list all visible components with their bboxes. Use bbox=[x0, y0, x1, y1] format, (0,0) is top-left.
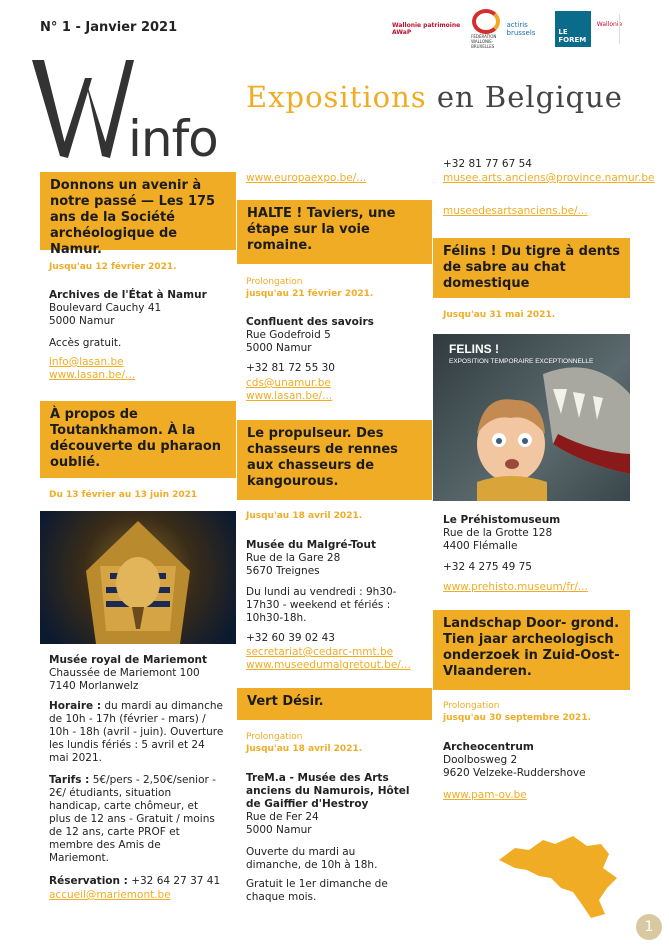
event-note: Accès gratuit. bbox=[49, 337, 122, 349]
website-link[interactable]: www.pam-ov.be bbox=[443, 789, 527, 801]
link-group bbox=[246, 646, 411, 672]
event-date: Jusqu'au 12 février 2021. bbox=[49, 262, 177, 272]
venue-block: Archeocentrum Doolbosweg 2 9620 Velzeke-Ruddershove bbox=[443, 741, 586, 779]
event-note: Gratuit le 1er dimanche de chaque mois. bbox=[246, 878, 388, 903]
venue-block: Confluent des savoirs Rue Godefroid 5 5000 Namur bbox=[246, 316, 374, 354]
website-link[interactable]: www.prehisto.museum/fr/... bbox=[443, 581, 588, 593]
email-link[interactable]: info@lasan.be bbox=[49, 356, 124, 368]
tutankhamun-image bbox=[40, 511, 236, 644]
venue-name: Archives de l'État à Namur bbox=[49, 289, 207, 301]
venue-name: TreM.a - Musée des Arts anciens du Namurois, Hôtel de Gaiffier d'Hestroy bbox=[246, 772, 410, 810]
event-date: Prolongation jusqu'au 30 septembre 2021. bbox=[443, 701, 591, 723]
email-link[interactable]: secretariat@cedarc-mmt.be bbox=[246, 646, 394, 658]
website-link[interactable]: museedesartsanciens.be/... bbox=[443, 205, 588, 217]
issue-label: N° 1 - Janvier 2021 bbox=[40, 20, 178, 35]
event-title: À propos de Toutankhamon. À la découverte du pharaon oublié. bbox=[40, 401, 236, 478]
belgium-map-icon bbox=[495, 830, 625, 920]
event-date: Du 13 février au 13 juin 2021 bbox=[49, 490, 198, 500]
event-title: HALTE ! Taviers, une étape sur la voie romaine. bbox=[237, 200, 432, 264]
event-date: Prolongation jusqu'au 21 février 2021. bbox=[246, 277, 374, 299]
link-group bbox=[49, 356, 135, 382]
actiris-logo: actiris brussels bbox=[506, 21, 536, 37]
prices-text: Tarifs : 5€/pers - 2,50€/senior - 2€/ étudiants, situation handicap, carte chômeur, et plus de 12 ans - Gratuit / moins de 12 ans, carte PROF et membre des Amis de Mariemont. bbox=[49, 774, 216, 864]
wallonie-logo: Wallonie bbox=[596, 21, 623, 28]
event-title: Le propulseur. Des chasseurs de rennes aux chasseurs de kangourous. bbox=[237, 420, 432, 500]
poster-title: FELINS ! bbox=[449, 342, 499, 356]
email-link[interactable]: cds@unamur.be bbox=[246, 377, 331, 389]
venue-block: Musée royal de Mariemont Chaussée de Mariemont 100 7140 Morlanwelz bbox=[49, 654, 208, 692]
brand-info-text: info bbox=[128, 110, 218, 168]
venue-name: Musée du Malgré-Tout bbox=[246, 539, 376, 551]
event-title: Landschap Door- grond. Tien jaar archeologisch onderzoek in Zuid-Oost-Vlaanderen. bbox=[433, 610, 630, 690]
venue-block bbox=[49, 289, 234, 328]
reservation-text: Réservation : +32 64 27 37 41 bbox=[49, 875, 221, 887]
phone-text: +32 81 77 67 54 bbox=[443, 158, 532, 170]
small-logo bbox=[619, 14, 632, 44]
website-link[interactable]: www.lasan.be/... bbox=[246, 390, 333, 402]
venue-block: Le Préhistomuseum Rue de la Grotte 128 4400 Flémalle bbox=[443, 514, 561, 552]
hours-text: Du lundi au vendredi : 9h30-17h30 - weekend et fériés : 10h30-18h. bbox=[246, 586, 397, 624]
event-title: Félins ! Du tigre à dents de sabre au chat domestique bbox=[433, 238, 630, 298]
email-link[interactable]: musee.arts.anciens@province.namur.be bbox=[443, 172, 655, 184]
event-date: Jusqu'au 31 mai 2021. bbox=[443, 310, 556, 320]
venue-name: Musée royal de Mariemont bbox=[49, 654, 208, 666]
poster-subtitle: EXPOSITION TEMPORAIRE EXCEPTIONNELLE bbox=[449, 358, 594, 365]
venue-name: Confluent des savoirs bbox=[246, 316, 374, 328]
link-group bbox=[246, 377, 332, 403]
venue-name: Le Préhistomuseum bbox=[443, 514, 561, 526]
forem-logo: LE FOREM bbox=[555, 11, 590, 47]
website-link[interactable]: www.museedumalgretout.be/... bbox=[246, 659, 411, 671]
event-date: Prolongation Jusqu'au 18 avril 2021. bbox=[246, 732, 363, 754]
partner-logos bbox=[392, 8, 632, 50]
felins-poster-image bbox=[433, 334, 630, 501]
phone-text: +32 81 72 55 30 bbox=[246, 362, 335, 374]
wallonie-patrimoine-logo: Wallonie patrimoine AWaP bbox=[392, 22, 461, 36]
venue-name: Archeocentrum bbox=[443, 741, 534, 753]
website-link[interactable]: www.europaexpo.be/... bbox=[246, 172, 367, 184]
federation-logo: FÉDÉRATION WALLONIE-BRUXELLES bbox=[471, 9, 500, 49]
phone-text: +32 4 275 49 75 bbox=[443, 561, 532, 573]
event-date: Jusqu'au 18 avril 2021. bbox=[246, 511, 363, 521]
hours-text: Horaire : du mardi au dimanche de 10h - 17h (février - mars) / 10h - 18h (avril - juin). Ouverture les lundis fériés : 5 avril et 24 mai 2021. bbox=[49, 700, 224, 764]
page-title: Expositions en Belgique bbox=[246, 80, 623, 114]
website-link[interactable]: www.lasan.be/... bbox=[49, 369, 136, 381]
email-link[interactable]: accueil@mariemont.be bbox=[49, 889, 171, 901]
event-title: Donnons un avenir à notre passé — Les 175 ans de la Société archéologique de Namur. bbox=[40, 172, 236, 250]
page-number: 1 bbox=[636, 914, 662, 940]
address-line: Boulevard Cauchy 41 bbox=[49, 302, 162, 314]
event-title: Vert Désir. bbox=[237, 688, 432, 720]
venue-block: TreM.a - Musée des Arts anciens du Namurois, Hôtel de Gaiffier d'Hestroy Rue de Fer 24 5000 Namur bbox=[246, 772, 410, 836]
venue-block: Musée du Malgré-Tout Rue de la Gare 28 5670 Treignes bbox=[246, 539, 376, 577]
hours-text: Ouverte du mardi au dimanche, de 10h à 18h. bbox=[246, 846, 378, 871]
phone-text: +32 60 39 02 43 bbox=[246, 632, 335, 644]
address-line: 5000 Namur bbox=[49, 315, 115, 327]
